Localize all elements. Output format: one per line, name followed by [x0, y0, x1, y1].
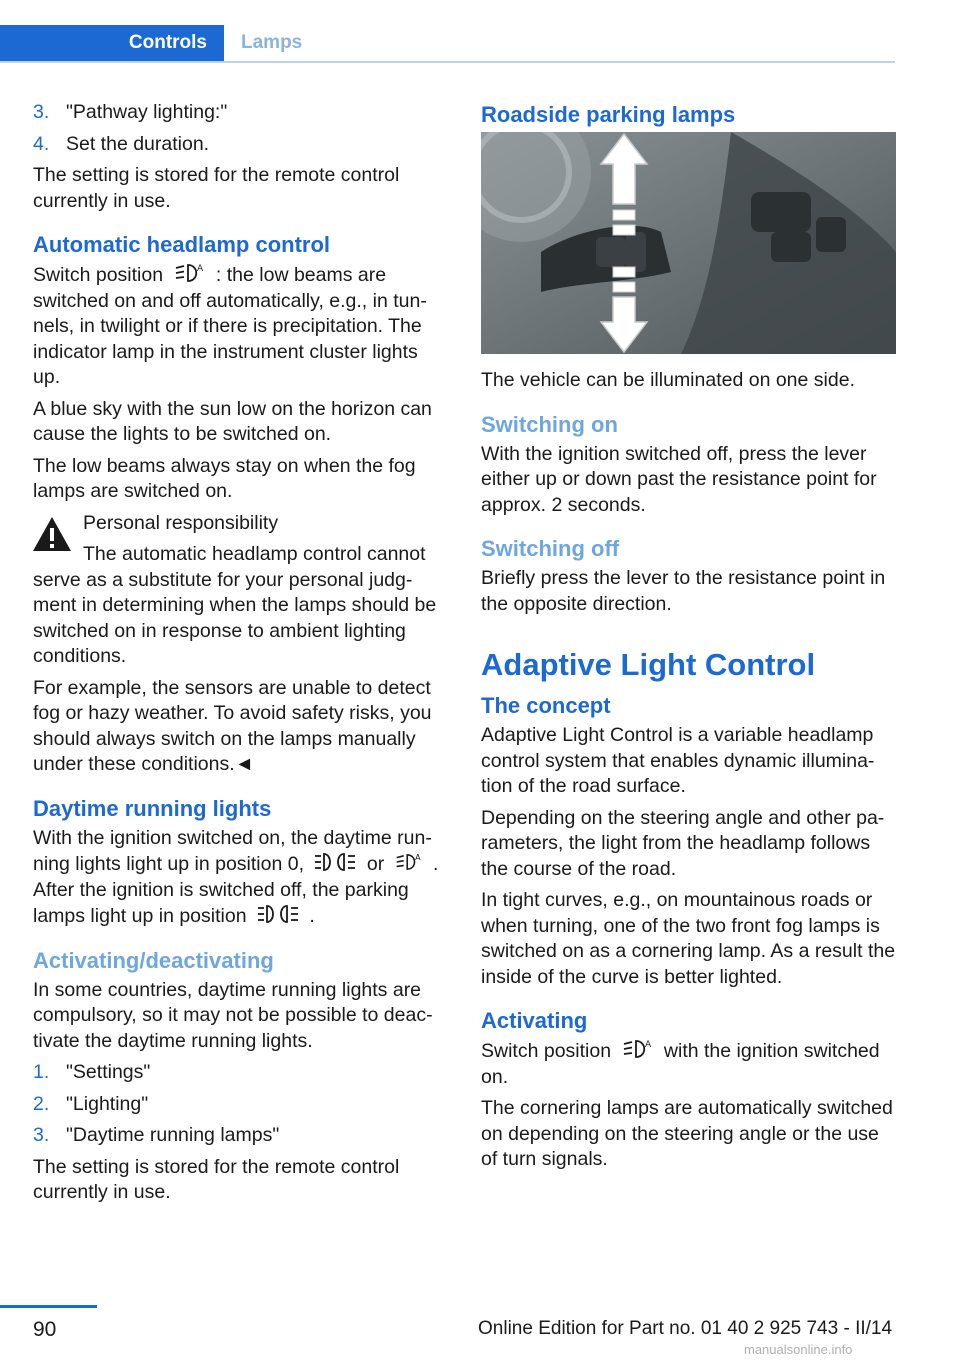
list-item: [33, 1123, 448, 1149]
heading-switching-on: Switching on: [481, 411, 618, 437]
list-number: 3.: [33, 101, 50, 123]
svg-text:A: A: [414, 853, 421, 863]
text: or: [366, 853, 385, 875]
paragraph-off: Briefly press the lever to the resistance point in the opposite direction.: [481, 567, 886, 615]
heading-activating-deactivating: Activating/deactivating: [33, 947, 274, 973]
text: With the ignition switched on, the daytime run-ning lights light up in position 0,: [33, 826, 432, 875]
svg-text:A: A: [196, 264, 203, 274]
right-column: [481, 100, 897, 1179]
list-text: "Settings": [66, 1061, 151, 1083]
tab-controls-label: Controls: [128, 32, 207, 53]
left-column: [33, 100, 448, 1212]
paragraph-concept-2: Depending on the steering angle and other pa-rameters, the light from the headlamp follows the course of the road.: [481, 806, 885, 880]
paragraph-roadside: The vehicle can be illuminated on one side.: [481, 369, 855, 391]
page-number: 90: [33, 1318, 57, 1341]
heading-auto-headlamp: Automatic headlamp control: [33, 232, 331, 257]
text: Switch position: [481, 1040, 612, 1062]
list-item: [33, 100, 448, 126]
text: : the low beams are switched on and off automatically, e.g., in tun-nels, in twilight or if there is precipitation. The indicator lamp in the instrument cluster lights up.: [33, 264, 427, 388]
list-item: [33, 1060, 448, 1086]
warning-text-2: For example, the sensors are unable to detect fog or hazy weather. To avoid safety risks, you should always switch on the lamps manually under these conditions.◄: [33, 676, 432, 775]
auto-headlamp-icon: [394, 851, 424, 873]
tab-lamps[interactable]: [224, 25, 302, 61]
list-number: 1.: [33, 1061, 50, 1083]
paragraph-stored: The setting is stored for the remote control currently in use.: [33, 164, 400, 212]
text: .: [433, 853, 439, 875]
paragraph-act: In some countries, daytime running lights are compulsory, so it may not be possible to deac-tivate the daytime running lights.: [33, 978, 433, 1052]
auto-headlamp-icon: [621, 1038, 655, 1060]
svg-text:A: A: [644, 1040, 651, 1050]
watermark: manualsonline.info: [744, 1342, 853, 1357]
list-text: "Daytime running lamps": [66, 1124, 280, 1146]
paragraph-activating-2: The cornering lamps are automatically switched on depending on the steering angle or the use of turn signals.: [481, 1097, 893, 1170]
lever-illustration: [481, 132, 896, 354]
paragraph-auto-3: The low beams always stay on when the fog lamps are switched on.: [33, 454, 416, 502]
warning-text: [33, 542, 448, 670]
parking-lamps-icon: [256, 903, 300, 925]
heading-daytime-running-lights: Daytime running lights: [33, 795, 272, 821]
list-number: 4.: [33, 132, 50, 155]
paragraph-activating-1: [481, 1038, 897, 1090]
paragraph-auto-2: A blue sky with the sun low on the horizon can cause the lights to be switched on.: [33, 397, 432, 445]
heading-the-concept: The concept: [481, 693, 611, 718]
warning-triangle-icon: [31, 515, 73, 553]
paragraph-concept-1: Adaptive Light Control is a variable headlamp control system that enables dynamic illumina-tion of the road surface.: [481, 724, 875, 797]
paragraph-concept-3: In tight curves, e.g., on mountainous roads or when turning, one of the two front fog lamps is switched on as a cornering lamp. As a result the inside of the curve is better lighted.: [481, 889, 896, 988]
footer-rule: [0, 1305, 97, 1308]
list-number: 2.: [33, 1092, 50, 1115]
text: After the ignition is switched off, the parking lamps light up in position: [33, 878, 409, 927]
tab-lamps-label: Lamps: [241, 32, 303, 53]
header-band: [0, 0, 895, 63]
warning-block: [33, 511, 448, 778]
paragraph-stored-2: The setting is stored for the remote control currently in use.: [33, 1155, 400, 1203]
text: Switch position: [33, 264, 164, 286]
tab-controls[interactable]: [0, 25, 224, 61]
list-item: [33, 1092, 448, 1118]
paragraph-drl-1: [33, 826, 448, 930]
list-text: Set the duration.: [66, 132, 210, 155]
heading-activating: Activating: [481, 1008, 588, 1033]
list-text: "Pathway lighting:": [66, 101, 228, 123]
steering-wheel-lever-photo: [481, 132, 896, 354]
warning-title: Personal responsibility: [83, 511, 279, 534]
text: with the ignition switched on.: [481, 1040, 880, 1088]
heading-switching-off: Switching off: [481, 536, 620, 561]
auto-headlamp-icon: [173, 262, 207, 284]
parking-lamps-icon: [313, 851, 357, 873]
list-item: [33, 132, 448, 158]
text: .: [309, 905, 315, 927]
paragraph-auto-1: [33, 262, 448, 391]
heading-adaptive-light-control: Adaptive Light Control: [481, 647, 816, 682]
heading-roadside-parking: Roadside parking lamps: [481, 102, 736, 127]
text: The automatic headlamp control cannot serve as a substitute for your personal judg-ment in determining when the lamps should be switched on in response to ambient lighting conditions.: [33, 543, 437, 667]
list-number: 3.: [33, 1124, 50, 1146]
footer-edition-note: Online Edition for Part no. 01 40 2 925 743 - II/14: [478, 1318, 893, 1339]
list-text: "Lighting": [66, 1092, 149, 1115]
paragraph-on: With the ignition switched off, press the lever either up or down past the resistance point for approx. 2 seconds.: [481, 442, 877, 516]
